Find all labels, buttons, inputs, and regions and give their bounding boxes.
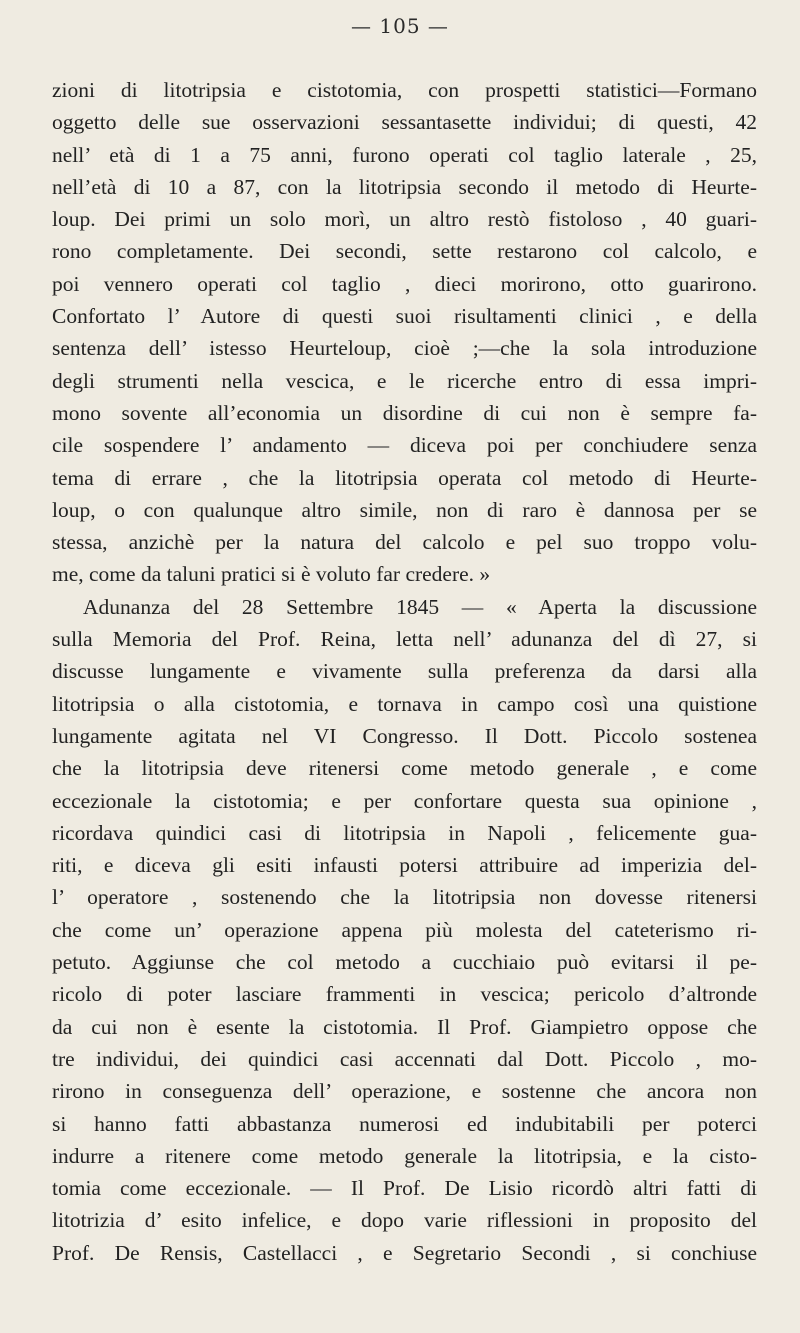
text-line: indurre a ritenere come metodo generale la litotripsia, e la cisto- bbox=[52, 1143, 757, 1168]
text-line: litotripsia o alla cistotomia, e tornava in campo così una quistione bbox=[52, 691, 757, 716]
text-line: nell’età di 10 a 87, con la litotripsia secondo il metodo di Heurte- bbox=[52, 174, 757, 199]
text-line: tomia come eccezionale. — Il Prof. De Lisio ricordò altri fatti di bbox=[52, 1176, 757, 1201]
text-line: oggetto delle sue osservazioni sessantasette individui; di questi, 42 bbox=[52, 110, 757, 135]
text-line: nell’ età di 1 a 75 anni, furono operati col taglio laterale , 25, bbox=[52, 142, 757, 167]
text-line: discusse lungamente e vivamente sulla preferenza da darsi alla bbox=[52, 659, 757, 684]
text-line: loup, o con qualunque altro simile, non di raro è dannosa per se bbox=[52, 497, 757, 522]
text-line: che come un’ operazione appena più molesta del cateterismo ri- bbox=[52, 917, 757, 942]
text-line: l’ operatore , sostenendo che la litotripsia non dovesse ritenersi bbox=[52, 885, 757, 910]
text-line: tema di errare , che la litotripsia operata col metodo di Heurte- bbox=[52, 465, 757, 490]
text-line: zioni di litotripsia e cistotomia, con prospetti statistici—Formano bbox=[52, 78, 757, 102]
text-line: che la litotripsia deve ritenersi come metodo generale , e come bbox=[52, 756, 757, 781]
text-line: Prof. De Rensis, Castellacci , e Segretario Secondi , si conchiuse bbox=[52, 1240, 757, 1265]
text-line: degli strumenti nella vescica, e le ricerche entro di essa impri- bbox=[52, 368, 757, 393]
page-number: — 105 — bbox=[351, 14, 449, 38]
text-line: cile sospendere l’ andamento — diceva poi per conchiudere senza bbox=[52, 433, 757, 458]
text-line: litotrizia d’ esito infelice, e dopo varie riflessioni in proposito del bbox=[52, 1208, 757, 1233]
text-line: stessa, anzichè per la natura del calcolo e pel suo troppo volu- bbox=[52, 530, 757, 555]
body-text bbox=[52, 74, 757, 1269]
text-line: ricordava quindici casi di litotripsia in Napoli , felicemente gua- bbox=[52, 820, 757, 845]
text-line: poi vennero operati col taglio , dieci morirono, otto guarirono. bbox=[52, 271, 757, 296]
text-line: eccezionale la cistotomia; e per confortare questa sua opinione , bbox=[52, 788, 757, 813]
text-line: mono sovente all’economia un disordine di cui non è sempre fa- bbox=[52, 400, 757, 425]
text-line: petuto. Aggiunse che col metodo a cucchiaio può evitarsi il pe- bbox=[52, 950, 757, 975]
text-line: loup. Dei primi un solo morì, un altro restò fistoloso , 40 guari- bbox=[52, 207, 757, 232]
text-line: rono completamente. Dei secondi, sette restarono col calcolo, e bbox=[52, 239, 757, 264]
text-line: Confortato l’ Autore di questi suoi risultamenti clinici , e della bbox=[52, 304, 757, 329]
paragraph-start-line: Adunanza del 28 Settembre 1845 — « Aperta la discussione bbox=[83, 594, 757, 619]
text-line: sentenza dell’ istesso Heurteloup, cioè ;—che la sola introduzione bbox=[52, 336, 757, 361]
text-line: ricolo di poter lasciare frammenti in vescica; pericolo d’altronde bbox=[52, 982, 757, 1007]
text-line: tre individui, dei quindici casi accennati dal Dott. Piccolo , mo- bbox=[52, 1046, 757, 1071]
text-line: sulla Memoria del Prof. Reina, letta nell’ adunanza del dì 27, si bbox=[52, 627, 757, 652]
text-line: riti, e diceva gli esiti infausti potersi attribuire ad imperizia del- bbox=[52, 853, 757, 878]
text-line: si hanno fatti abbastanza numerosi ed indubitabili per poterci bbox=[52, 1111, 757, 1136]
text-line: rirono in conseguenza dell’ operazione, e sostenne che ancora non bbox=[52, 1079, 757, 1104]
text-line: lungamente agitata nel VI Congresso. Il Dott. Piccolo sostenea bbox=[52, 723, 757, 748]
text-line: da cui non è esente la cistotomia. Il Prof. Giampietro oppose che bbox=[52, 1014, 757, 1039]
text-line: me, come da taluni pratici si è voluto far credere. » bbox=[52, 562, 491, 587]
